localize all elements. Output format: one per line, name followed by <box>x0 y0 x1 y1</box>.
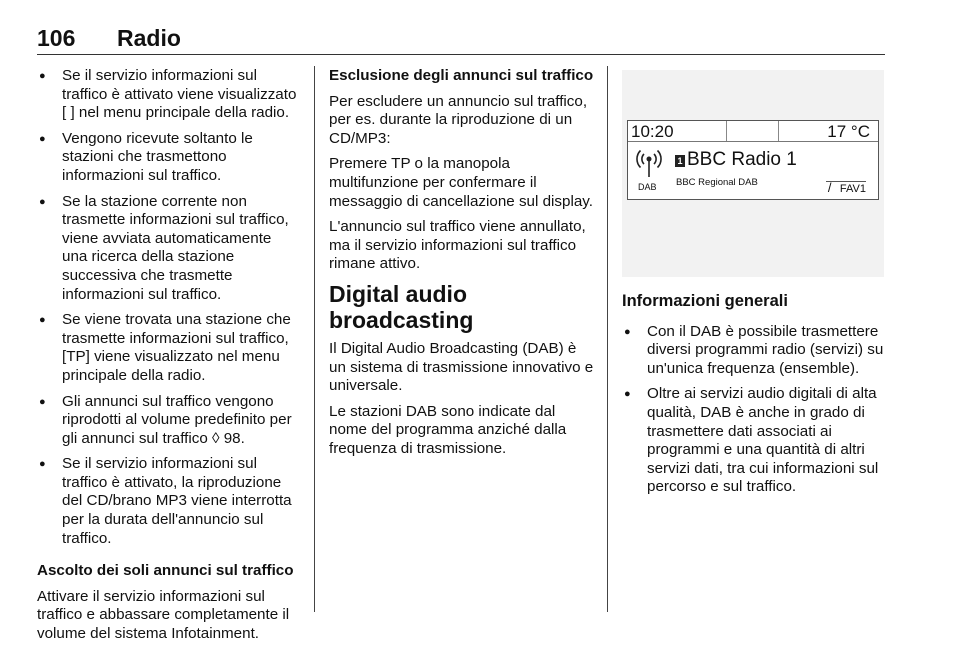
traffic-bullet-list <box>37 67 299 548</box>
favourites-label: / FAV1 <box>827 180 866 195</box>
paragraph: Il Digital Audio Broadcasting (DAB) è un sistema di trasmissione innovativo e universale. <box>329 339 594 395</box>
list-item: ● Vengono ricevute soltanto le stazioni che trasmettono informazioni sul traffico. <box>37 130 299 186</box>
clock: 10:20 <box>631 122 674 141</box>
station-name: BBC Radio 1 <box>687 149 797 170</box>
page-header <box>37 22 885 55</box>
dab-antenna-icon <box>636 147 662 183</box>
station-subtitle: BBC Regional DAB <box>676 177 758 188</box>
list-item: ● Se il servizio informazioni sul traffico è attivato viene visualizzato [ ] nel menu principale della radio. <box>37 67 299 123</box>
list-item: ● Con il DAB è possibile trasmettere diversi programmi radio (servizi) su un'unica frequenza (ensemble). <box>622 323 887 379</box>
paragraph: Attivare il servizio informazioni sul traffico e abbassare completamente il volume del sistema Infotainment. <box>37 587 290 643</box>
section-title: Radio <box>117 25 181 51</box>
list-item: ● Se il servizio informazioni sul traffico è attivato, la riproduzione del CD/brano MP3 viene interrotta per la durata dell'annuncio sul traffico. <box>37 455 299 548</box>
list-item: ● Oltre ai servizi audio digitali di alta qualità, DAB è anche in grado di trasmettere dati associati ai programmi e una quantità di altri servizi dati, tra cui informazioni sul percorso e sul traffico. <box>622 385 887 497</box>
dab-bullet-list <box>622 323 887 497</box>
subheading: Esclusione degli annunci sul traffico <box>329 67 594 84</box>
status-bar <box>628 121 878 142</box>
subheading: Informazioni generali <box>622 292 788 310</box>
temperature: 17 °C <box>827 122 870 141</box>
radio-screen <box>627 120 879 200</box>
column-divider <box>607 66 608 612</box>
column-right <box>622 292 887 504</box>
list-item: ● Se la stazione corrente non trasmette informazioni sul traffico, viene avviata automaticamente una ricerca della stazione successiva che trasmette informazioni sul traffico. <box>37 193 299 305</box>
source-label: DAB <box>638 182 657 192</box>
column-middle <box>329 67 595 466</box>
paragraph: Le stazioni DAB sono indicate dal nome del programma anziché dalla frequenza di trasmissione. <box>329 402 567 457</box>
paragraph: Per escludere un annuncio sul traffico, per es. durante la riproduzione di un CD/MP3: <box>329 92 588 147</box>
preset-badge: 1 <box>675 155 685 167</box>
list-item: ● Gli annunci sul traffico vengono riprodotti al volume predefinito per gli annunci sul traffico ◊ 98. <box>37 393 299 449</box>
subheading: Ascolto dei soli annunci sul traffico <box>37 562 294 580</box>
paragraph: L'annuncio sul traffico viene annullato, ma il servizio informazioni sul traffico rimane attivo. <box>329 218 586 273</box>
radio-display-illustration <box>622 70 884 277</box>
slash-icon: / <box>827 180 832 195</box>
paragraph: Premere TP o la manopola multifunzione per confermare il messaggio di cancellazione sul display. <box>329 155 593 210</box>
page-number: 106 <box>37 25 76 51</box>
column-left <box>37 67 299 651</box>
chapter-heading: Digital audio broadcasting <box>329 280 474 333</box>
column-divider <box>314 66 315 612</box>
list-item: ● Se viene trovata una stazione che trasmette informazioni sul traffico, [TP] viene visualizzato nel menu principale della radio. <box>37 311 299 385</box>
